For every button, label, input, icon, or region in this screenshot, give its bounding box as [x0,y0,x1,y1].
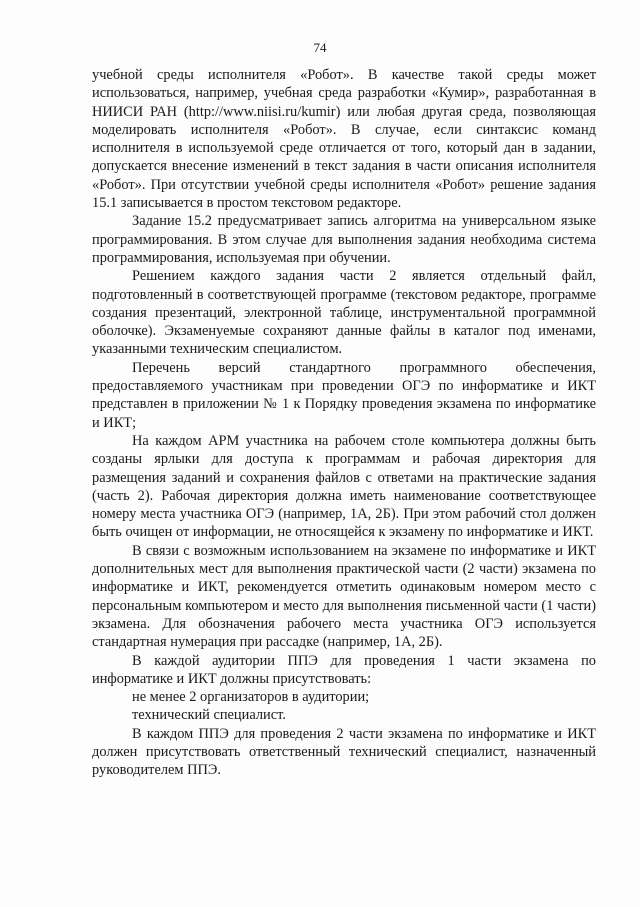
page-number: 74 [313,40,327,55]
paragraph: В каждом ППЭ для проведения 2 части экзамена по информатике и ИКТ должен присутствовать ответственный технический специалист, назначенный руководителем ППЭ. [92,725,596,779]
document-body [92,66,596,780]
paragraph: Задание 15.2 предусматривает запись алгоритма на универсальном языке программирования. В этом случае для выполнения задания необходима система программирования, используемая при обучении. [92,213,596,266]
list-item: не менее 2 организаторов в аудитории; [132,689,370,706]
list-item: технический специалист. [132,707,286,724]
paragraph: учебной среды исполнителя «Робот». В качестве такой среды может использоваться, например, учебная среда разработки «Кумир», разработанная в НИИСИ РАН (http://www.niisi.ru/kumir) или любая другая среда, позволяющая моделировать исполнителя «Робот». В случае, если синтаксис команд исполнителя в используемой среде отличается от того, который дан в задании, допускается внесение изменений в текст задания в части описания исполнителя «Робот». При отсутствии учебной среды исполнителя «Робот» решение задания 15.1 записывается в простом текстовом редакторе. [92,67,596,212]
paragraph: В связи с возможным использованием на экзамене по информатике и ИКТ дополнительных мест для выполнения практической части (2 части) экзамена по информатике и ИКТ, рекомендуется отметить одинаковым номером место с персональным компьютером и место для выполнения письменной части (1 части) экзамена. Для обозначения рабочего места участника ОГЭ используется стандартная нумерация при рассадке (например, 1А, 2Б). [92,542,596,651]
paragraph: Решением каждого задания части 2 является отдельный файл, подготовленный в соответствующей программе (текстовом редакторе, программе создания презентаций, электронной таблице, инструментальной программной оболочке). Экзаменуемые сохраняют данные файлы в каталог под именами, указанными техническим специалистом. [92,268,596,358]
paragraph: В каждой аудитории ППЭ для проведения 1 части экзамена по информатике и ИКТ должны присутствовать: [92,652,596,687]
paragraph: Перечень версий стандартного программного обеспечения, предоставляемого участникам при проведении ОГЭ по информатике и ИКТ представлен в приложении № 1 к Порядку проведения экзамена по информатике и ИКТ; [92,359,596,431]
paragraph: На каждом АРМ участника на рабочем столе компьютера должны быть созданы ярлыки для доступа к программам и рабочая директория для размещения заданий и сохранения файлов с ответами на практические задания (часть 2). Рабочая директория должна иметь наименование соответствующее номеру места участника ОГЭ (например, 1А, 2Б). При этом рабочий стол должен быть очищен от информации, не относящейся к экзамену по информатике и ИКТ. [92,432,596,541]
